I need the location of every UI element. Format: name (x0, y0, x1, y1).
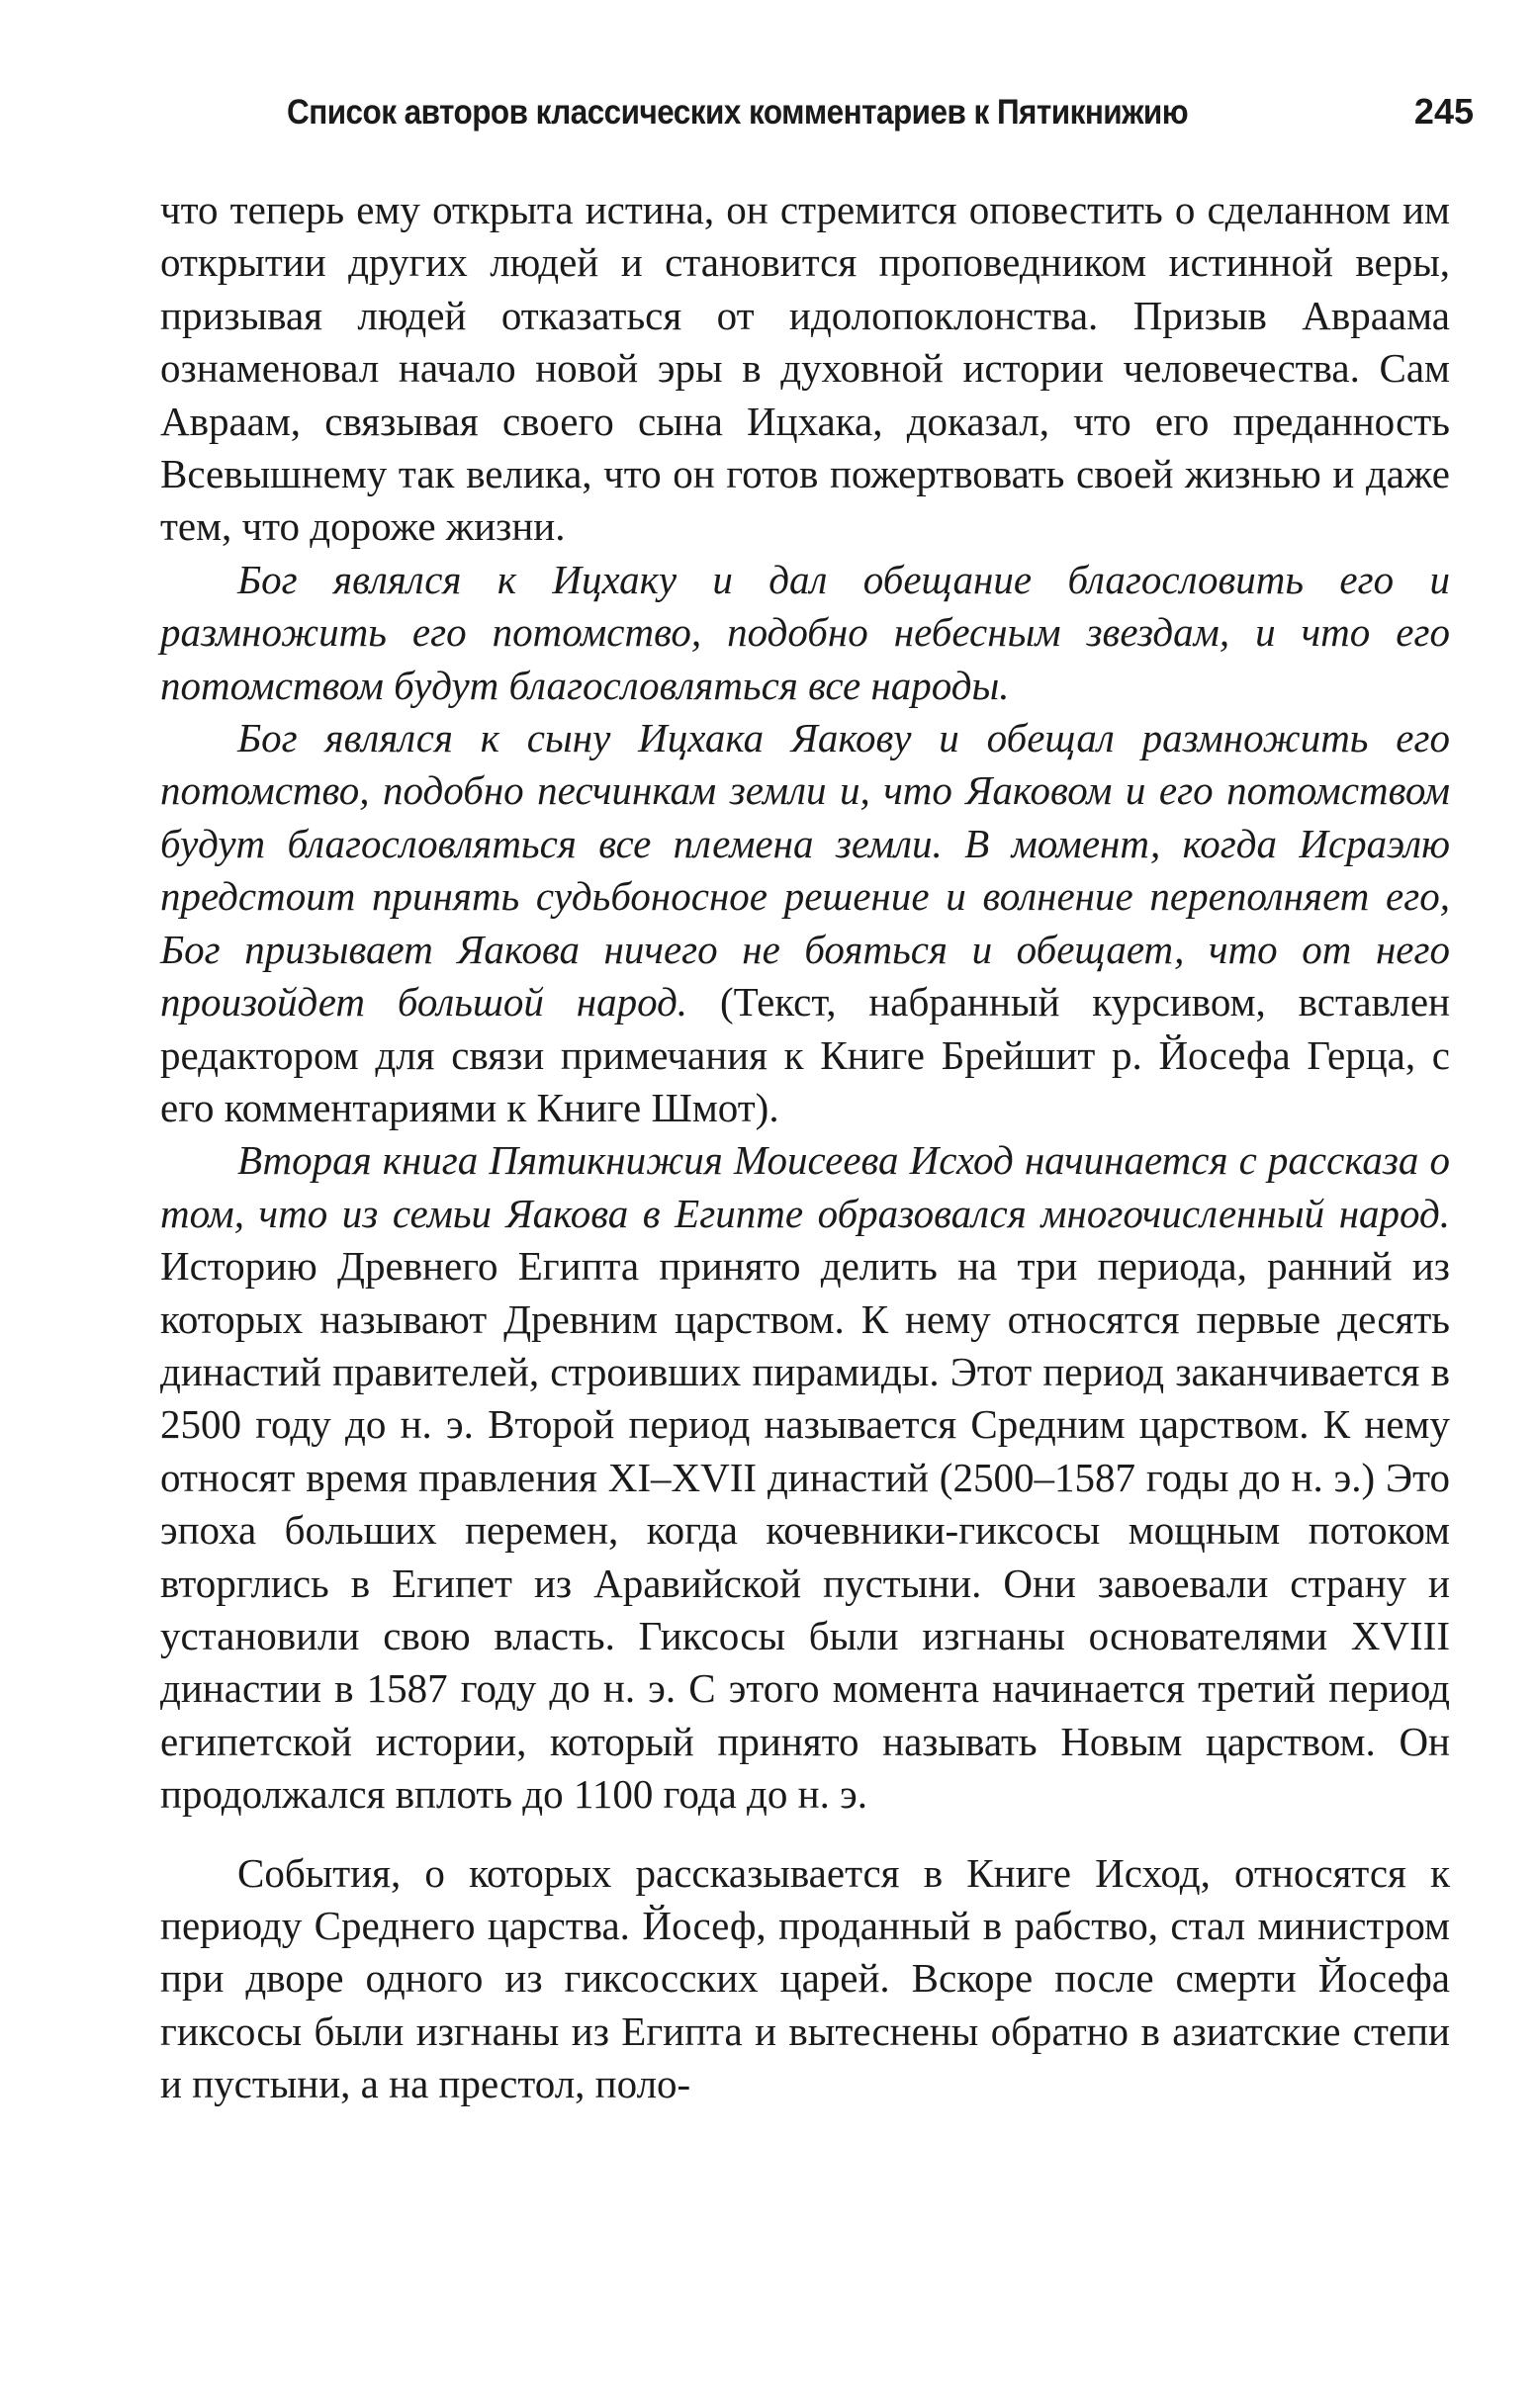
paragraph-text: что теперь ему открыта истина, он стремится оповестить о сделанном им открытии других людей и становится проповедником истинной веры, призывая людей отказаться от идолопоклонства. Призыв Авраама ознаменовал начало новой эры в духовной истории человечества. Сам Авраам, связывая своего сына Ицхака, доказал, что его преданность Всевышнему так велика, что он готов пожертвовать своей жизнью и даже тем, что дороже жизни. (160, 187, 1450, 550)
paragraph-exodus-events (160, 1847, 1450, 2111)
italic-insert: Вторая книга Пятикнижия Моисеева Исход начинается с рассказа о том, что из семьи Яакова в Египте образовался многочисленный народ. (160, 1137, 1450, 1236)
body-text (160, 184, 1450, 2111)
page-number: 245 (1413, 91, 1474, 132)
paragraph-text: События, о которых рассказывается в Книге Исход, относятся к периоду Среднего царства. Йосеф, проданный в рабство, стал министром при дворе одного из гиксосских царей. Вскоре после смерти Йосефа гиксосы были изгнаны из Египта и вытеснены обратно в азиатские степи и пустыни, а на престол, поло- (160, 1849, 1450, 2107)
italic-insert: Бог являлся к Ицхаку и дал обещание благословить его и размножить его потомство, подобно небесным звездам, и что его потомством будут благословляться все народы. (160, 556, 1450, 708)
running-header-title: Список авторов классических комментариев к Пятикнижию (287, 93, 1189, 132)
running-header (287, 91, 1474, 138)
paragraph-egypt-periods (160, 1134, 1450, 1821)
paragraph-jacob-promise (160, 712, 1450, 1134)
italic-insert: Бог являлся к сыну Ицхака Яакову и обещал размножить его потомство, подобно песчинкам земли и, что Яаковом и его потомством будут благословляться все племена земли. В момент, когда Исраэлю предстоит принять судьбоносное решение и волнение переполняет его, Бог призывает Яакова ничего не бояться и обещает, что от него произойдет большой народ. (160, 715, 1450, 1026)
editor-note: (Текст, набранный курсивом, вставлен редактором для связи примечания к Книге Брейшит р. Йосефа Герца, с его комментариями к Книге Шмот). (160, 979, 1450, 1130)
paragraph-text: Историю Древнего Египта принято делить на три периода, ранний из которых называют Древним царством. К нему относятся первые десять династий правителей, строивших пирамиды. Этот период заканчивается в 2500 году до н. э. Второй период называется Средним царством. К нему относят время правления XI–XVII династий (2500–1587 годы до н. э.) Это эпоха больших перемен, когда кочевники-гиксосы мощным потоком вторглись в Египет из Аравийской пустыни. Они завоевали страну и установили свою власть. Гиксосы были изгнаны основателями XVIII династии в 1587 году до н. э. С этого момента начинается третий период египетской истории, который принято называть Новым царством. Он продолжался вплоть до 1100 года до н. э. (160, 1243, 1450, 1818)
paragraph-abraham-continuation (160, 184, 1450, 554)
paragraph-isaac-blessing (160, 554, 1450, 712)
